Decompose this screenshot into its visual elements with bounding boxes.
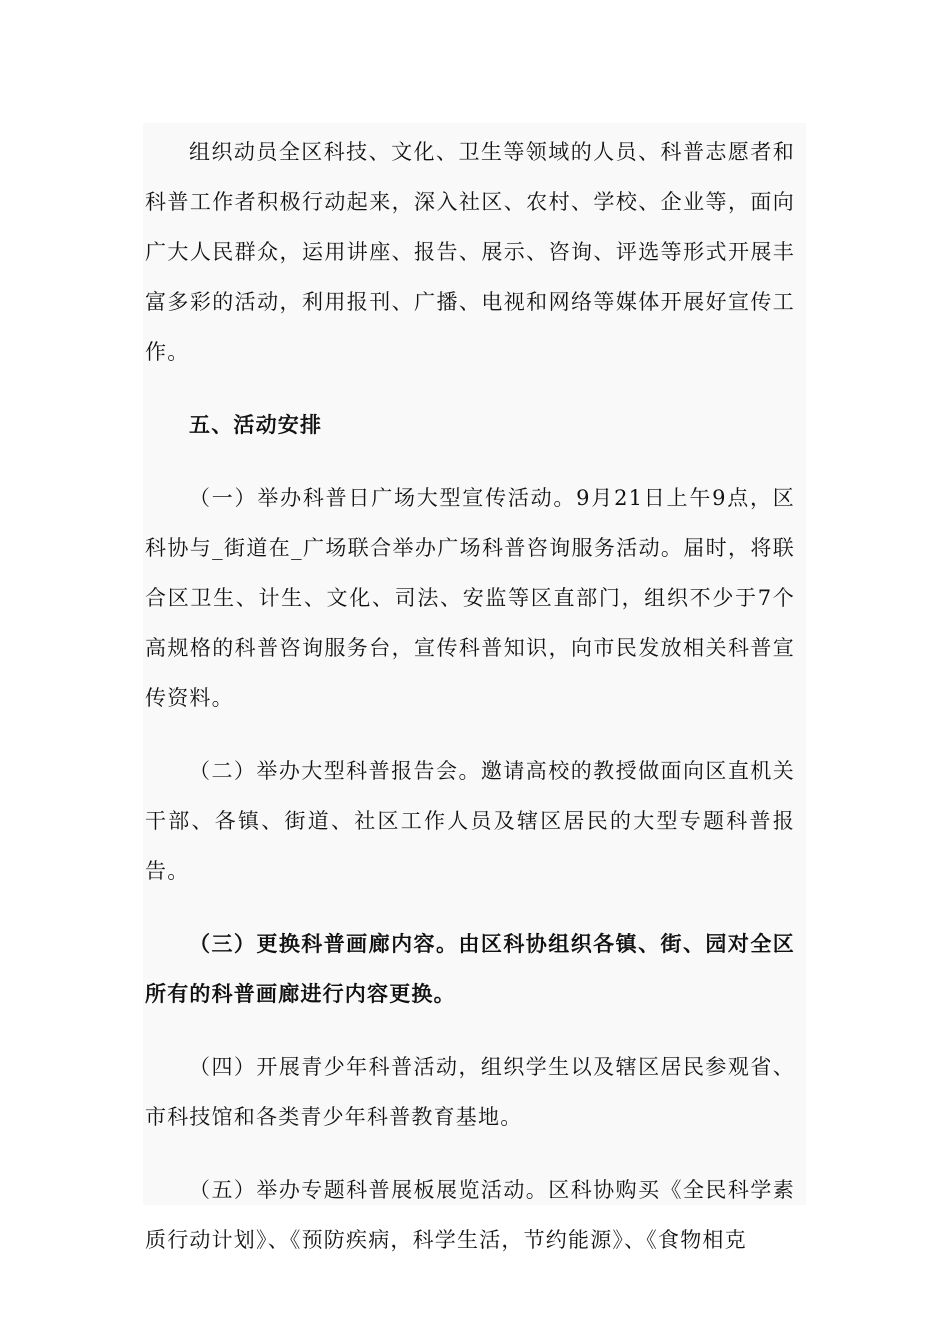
activity-item-5: （五）举办专题科普展板展览活动。区科协购买《全民科学素质行动计划》、《预防疾病，科学生活，节约能源》、《食物相克 bbox=[145, 1178, 795, 1252]
activity-item-2: （二）举办大型科普报告会。邀请高校的教授做面向区直机关干部、各镇、街道、社区工作人员及辖区居民的大型专题科普报告。 bbox=[145, 759, 795, 883]
document-body bbox=[145, 127, 795, 1265]
intro-paragraph: 组织动员全区科技、文化、卫生等领域的人员、科普志愿者和科普工作者积极行动起来，深入社区、农村、学校、企业等，面向广大人民群众，运用讲座、报告、展示、咨询、评选等形式开展丰富多彩的活动，利用报刊、广播、电视和网络等媒体开展好宣传工作。 bbox=[145, 140, 795, 364]
paragraph-spacer bbox=[145, 450, 795, 473]
paragraph-spacer bbox=[145, 1142, 795, 1165]
section-heading: 五、活动安排 bbox=[189, 412, 323, 437]
paragraph-spacer bbox=[145, 377, 795, 400]
activity-item-3: （三）更换科普画廊内容。由区科协组织各镇、街、园对全区所有的科普画廊进行内容更换。 bbox=[145, 931, 795, 1006]
paragraph-spacer bbox=[145, 896, 795, 919]
paragraph-spacer bbox=[145, 1019, 795, 1042]
activity-item-4: （四）开展青少年科普活动，组织学生以及辖区居民参观省、市科技馆和各类青少年科普教育基地。 bbox=[145, 1055, 795, 1129]
activity-item-1: （一）举办科普日广场大型宣传活动。9月21日上午9点，区科协与_街道在_广场联合举办广场科普咨询服务活动。届时，将联合区卫生、计生、文化、司法、安监等区直部门，组织不少于7个高规格的科普咨询服务台，宣传科普知识，向市民发放相关科普宣传资料。 bbox=[145, 486, 795, 710]
paragraph-spacer bbox=[145, 723, 795, 746]
